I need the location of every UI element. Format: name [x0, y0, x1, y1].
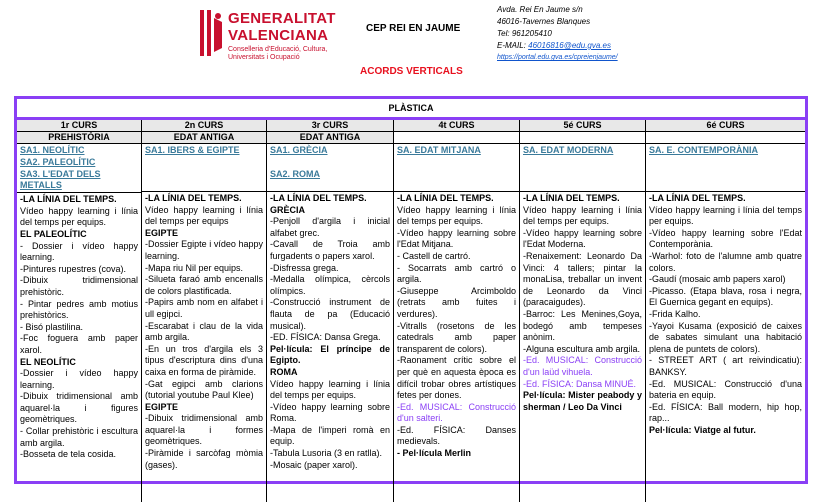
content-item: -Mosaic (paper xarol). — [270, 459, 358, 470]
content-item: -Papirs amb nom en alfabet i ull egipci. — [145, 297, 263, 319]
period-header: PREHISTÒRIA — [17, 132, 141, 144]
content-item: -Alguna escultura amb argila. — [523, 343, 641, 354]
course-column — [142, 120, 267, 502]
content-item: -Medalla olímpica, cèrcols olímpics. — [270, 274, 390, 296]
course-column — [267, 120, 394, 502]
learning-situations — [17, 144, 141, 193]
content-item: -Piràmide i sarcòfag mòmia (gases). — [145, 448, 263, 470]
generalitat-emblem-icon — [198, 8, 224, 58]
learning-situation-link[interactable] — [270, 157, 390, 169]
content-item: -LA LÍNIA DEL TEMPS. — [145, 193, 242, 203]
logo-title: GENERALITAT VALENCIANA — [228, 10, 336, 44]
table-columns — [17, 120, 805, 502]
course-header: 5é CURS — [520, 120, 645, 132]
course-column — [17, 120, 142, 502]
learning-situations — [520, 144, 645, 192]
learning-situation-link[interactable]: METALLS — [20, 180, 62, 191]
course-content — [17, 193, 141, 462]
content-item: -LA LÍNIA DEL TEMPS. — [270, 193, 367, 203]
period-header — [646, 132, 805, 144]
course-content — [394, 192, 519, 461]
content-item: Vídeo happy learning i línia del temps per equips. — [20, 205, 138, 228]
content-item: -Vitralls (rosetons de les catedrals amb paper transparent de colors). — [397, 320, 516, 354]
period-header: EDAT ANTIGA — [267, 132, 393, 144]
content-item: Vídeo happy learning i línia del temps per equips. — [270, 378, 390, 401]
content-item: Vídeo happy learning i línia del temps per equips. — [649, 204, 802, 227]
content-item: -Giuseppe Arcimboldo (retrats amb fuites i verdures). — [397, 285, 516, 319]
course-content — [142, 192, 266, 472]
learning-situations — [142, 144, 266, 192]
content-item: Pel·lícula: El príncipe de Egipto. — [270, 343, 390, 366]
content-item: Pel·lícula: Mister peabody y sherman / Leo Da Vinci — [523, 390, 642, 412]
content-item: -Renaixement: Leonardo Da Vinci: 4 tallers; pintar la monaLisa, treballar un invent de Leonardo da Vinci (paracaigudes). — [523, 250, 642, 308]
course-column — [520, 120, 646, 502]
document-subtitle: ACORDS VERTICALS — [360, 66, 463, 77]
learning-situation-link[interactable]: SA2. PALEOLÍTIC — [20, 156, 96, 167]
content-item: -Ed. MUSICAL: Construcció d'una bateria en equip. — [649, 378, 802, 401]
learning-situations — [267, 144, 393, 192]
course-content — [520, 192, 645, 414]
content-item: -ED. FÍSICA: Dansa Grega. — [270, 332, 381, 343]
content-item: - Bisó plastilina. — [20, 321, 84, 332]
content-item: -Bosseta de tela cosida. — [20, 449, 117, 460]
content-item: -Tabula Lusoria (3 en ratlla). — [270, 448, 383, 459]
learning-situation-link[interactable]: SA1. GRÈCIA — [270, 145, 328, 155]
learning-situation-link[interactable]: SA1. NEOLÍTIC — [20, 145, 85, 155]
content-item: -Ed. FÍSICA: Dansa MINUÉ. — [523, 378, 637, 389]
content-item: -LA LÍNIA DEL TEMPS. — [523, 193, 620, 203]
content-item: - Dossier i vídeo happy learning. — [20, 240, 138, 263]
course-column — [394, 120, 520, 502]
content-item: -Gat egipci amb clarions (tutorial youtube Paul Klee) — [145, 378, 263, 401]
school-address: Avda. Rei En Jaume s/n 46016-Tavernes Blanques Tel: 961205410 E-MAIL: 46016816@edu.gva.es https://portal.edu.gva.es/cpreienjaume/ — [497, 5, 618, 61]
content-item: -Disfressa grega. — [270, 262, 339, 273]
learning-situations — [646, 144, 805, 192]
content-item: Vídeo happy learning i línia del temps per equips — [145, 204, 263, 227]
content-item: -Dossier i vídeo happy learning. — [20, 368, 138, 390]
content-item: EL PALEOLÍTIC — [20, 228, 87, 239]
content-item: - Pel·lícula Merlin — [397, 448, 472, 459]
course-column — [646, 120, 805, 502]
content-item: -Vídeo happy learning sobre l'Edat Mitjana. — [397, 227, 516, 250]
content-item: -LA LÍNIA DEL TEMPS. — [20, 194, 117, 205]
learning-situation-link[interactable]: SA. EDAT MODERNA — [523, 145, 614, 155]
content-item: - Socarrats amb cartró o argila. — [397, 262, 516, 285]
content-item: -Dibuix tridimensional prehistòric. — [20, 275, 138, 297]
content-item: -Mapa de l'imperi romà en equip. — [270, 424, 390, 447]
learning-situations — [394, 144, 519, 192]
content-item: -Vídeo happy learning sobre l'Edat Contemporània. — [649, 227, 802, 250]
content-item: -Barroc: Les Menines,Goya, bodegó amb tempeses anònim. — [523, 308, 642, 343]
content-item: - STREET ART ( art reivindicatiu): BANKSY. — [649, 355, 802, 377]
content-item: EL NEOLÍTIC — [20, 356, 76, 367]
content-item: GRÈCIA — [270, 204, 306, 215]
school-name: CEP REI EN JAUME — [366, 23, 461, 34]
content-item: -LA LÍNIA DEL TEMPS. — [397, 193, 494, 203]
content-item: -Ed. FÍSICA: Danses medievals. — [397, 424, 516, 447]
period-header — [394, 132, 519, 144]
content-item: - Pintar pedres amb motius prehistòrics. — [20, 298, 138, 321]
content-item: -Pintures rupestres (cova). — [20, 263, 127, 274]
content-item: ROMA — [270, 366, 298, 377]
content-item: -Frida Kalho. — [649, 308, 701, 319]
period-header — [520, 132, 645, 144]
content-item: EGIPTE — [145, 227, 179, 238]
content-item: -En un tros d'argila els 3 tipus d'escriptura dins d'una caixa en forma de piràmide. — [145, 343, 263, 377]
content-item: -LA LÍNIA DEL TEMPS. — [649, 193, 746, 203]
content-item: -Dossier Egipte i vídeo happy learning. — [145, 239, 263, 261]
course-content — [646, 192, 805, 437]
content-item: -Escarabat i clau de la vida amb argila. — [145, 320, 263, 343]
content-item: -Warhol: foto de l'alumne amb quatre colors. — [649, 250, 802, 273]
content-item: -Vídeo happy learning sobre Roma. — [270, 401, 390, 424]
table-title: PLÀSTICA — [17, 99, 805, 120]
learning-situation-link[interactable]: SA1. IBERS & EGIPTE — [145, 145, 240, 155]
content-item: Vídeo happy learning i línia del temps per equips. — [523, 204, 642, 227]
course-header: 1r CURS — [17, 120, 141, 132]
course-content — [267, 192, 393, 472]
learning-situation-link[interactable]: SA. E. CONTEMPORÀNIA — [649, 145, 759, 155]
content-item: -Cavall de Troia amb furgadents o papers xarol. — [270, 239, 390, 261]
content-item: -Gaudí (mosaic amb papers xarol) — [649, 274, 786, 285]
content-item: - Castell de cartró. — [397, 250, 471, 261]
email-link[interactable]: 46016816@edu.gva.es — [528, 41, 611, 50]
period-header: EDAT ANTIGA — [142, 132, 266, 144]
content-item: -Mapa riu Nil per equips. — [145, 262, 244, 273]
content-item: -Foc foguera amb paper xarol. — [20, 333, 138, 355]
course-header: 3r CURS — [267, 120, 393, 132]
course-header: 2n CURS — [142, 120, 266, 132]
portal-link[interactable]: https://portal.edu.gva.es/cpreienjaume/ — [497, 54, 618, 61]
course-header: 6é CURS — [646, 120, 805, 132]
learning-situation-link[interactable]: SA. EDAT MITJANA — [397, 145, 481, 155]
content-item: -Vídeo happy learning sobre l'Edat Moderna. — [523, 227, 642, 250]
content-item: -Silueta faraó amb encenalls de colors plastificada. — [145, 274, 263, 296]
content-item: -Construcció instrument de flauta de pa (Educació musical). — [270, 297, 390, 331]
content-item: - Collar prehistòric i escultura amb argila. — [20, 426, 138, 448]
content-item: EGIPTE — [145, 401, 179, 412]
plastica-table — [14, 96, 808, 484]
content-item: -Ed. FÍSICA: Ball modern, hip hop, rap... — [649, 401, 802, 424]
generalitat-logo — [198, 8, 336, 64]
content-item: -Penjoll d'argila i inicial alfabet grec. — [270, 216, 390, 238]
content-item: Vídeo happy learning i línia del temps per equips. — [397, 204, 516, 227]
content-item: -Picasso. (Etapa blava, rosa i negra, El Guernica gegant en equips). — [649, 285, 802, 308]
content-item: Pel·lícula: Viatge al futur. — [649, 424, 756, 435]
course-header: 4t CURS — [394, 120, 519, 132]
document-header — [0, 0, 827, 92]
content-item: -Dibuix tridimensional amb aquarel·la i figures geomètriques. — [20, 391, 138, 425]
content-item: -Ed. MUSICAL: Construcció d'un laüd vihuela. — [523, 355, 642, 377]
learning-situation-link[interactable]: SA2. ROMA — [270, 168, 321, 179]
content-item: -Yayoi Kusama (exposició de caixes de sabates simulant una habitació plena de puntets de colors). — [649, 320, 802, 354]
content-item: -Raonament crític sobre el per què en aquesta època es difícil trobar obres artístiques fetes per dones. — [397, 355, 516, 401]
learning-situation-link[interactable]: SA3. L'EDAT DELS — [20, 168, 101, 179]
logo-subtitle: Conselleria d'Educació, Cultura, Universitats i Ocupació — [228, 46, 328, 61]
content-item: -Dibuix tridimensional amb aquarel·la i formes geomètriques. — [145, 413, 263, 447]
content-item: -Ed. MUSICAL: Construcció d'un salteri. — [397, 401, 516, 424]
